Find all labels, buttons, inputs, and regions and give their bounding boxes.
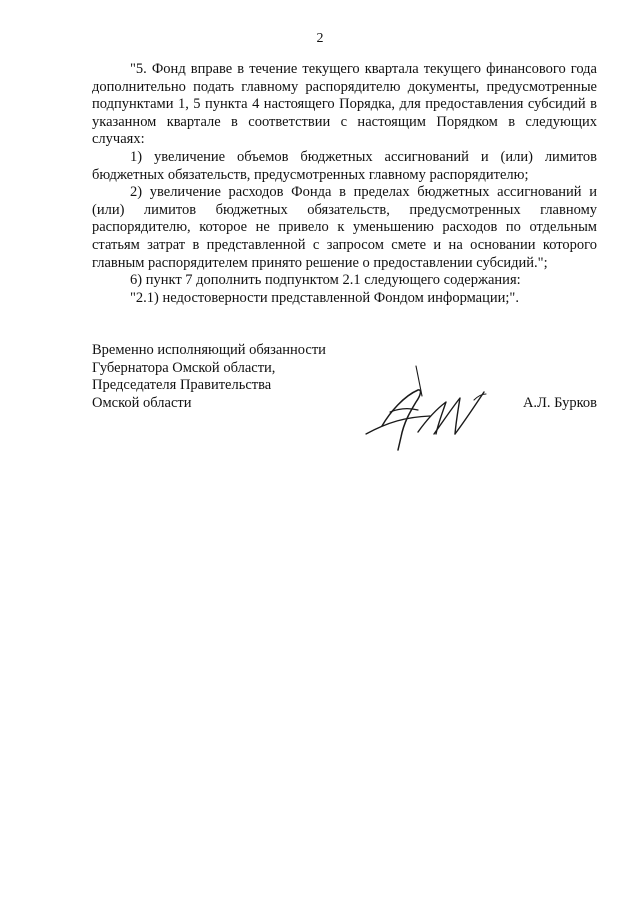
signer-name: А.Л. Бурков [522,395,597,411]
signer-title-line: Временно исполняющий обязанности [92,342,326,358]
document-body [92,61,597,307]
signer-title [92,342,392,412]
signer-title-line: Председателя Правительства [92,377,272,394]
page-number: 2 [316,31,324,46]
paragraph-case-2: 2) увеличение расходов Фонда в пределах бюджетных ассигнований и (или) лимитов бюджетных обязательств, предусмотренных главному распорядителю, которое не привело к уменьшению расходов по отдельным статьям затрат в представленной с запросом смете и на основании которого главным распорядителем принято решение о предоставлении субсидий."; [92,184,597,271]
paragraph-amendment-6: 6) пункт 7 дополнить подпунктом 2.1 следующего содержания: [130,272,521,289]
signer-title-line: Губернатора Омской области, [92,359,276,376]
signer-title-line: Омской области [92,394,192,411]
paragraph-case-1: 1) увеличение объемов бюджетных ассигнований и (или) лимитов бюджетных обязательств, предусмотренных главному распорядителю; [92,148,597,183]
paragraph-subclause-2-1: "2.1) недостоверности представленной Фондом информации;". [130,289,519,306]
paragraph-clause-5: "5. Фонд вправе в течение текущего квартала текущего финансового года дополнительно подать главному распорядителю документы, предусмотренные подпунктами 1, 5 пункта 4 настоящего Порядка, для предоставления субсидий в указанном квартале в соответствии с настоящим Порядком в следующих случаях: [92,61,597,148]
handwritten-signature [360,362,500,452]
signature-block [92,342,597,452]
